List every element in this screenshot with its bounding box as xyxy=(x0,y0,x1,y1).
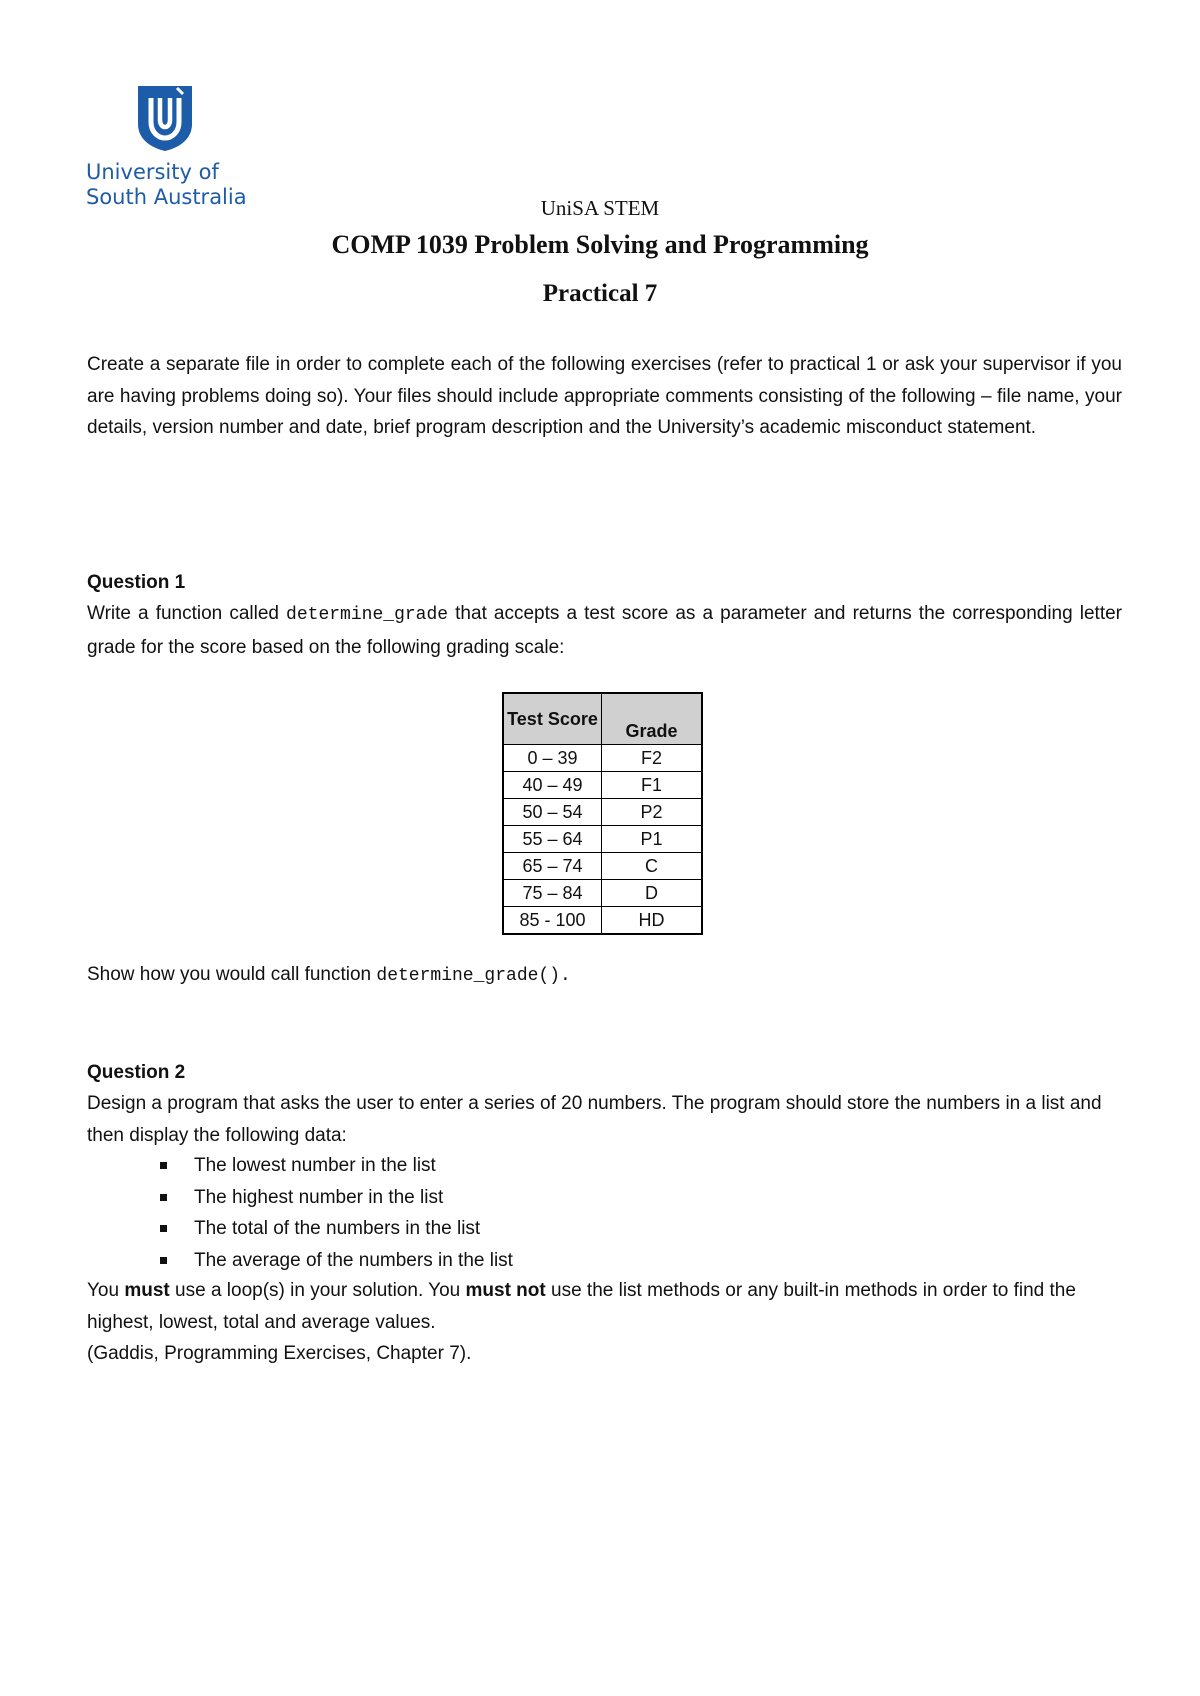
score-range: 40 – 49 xyxy=(503,772,602,799)
score-range: 0 – 39 xyxy=(503,745,602,772)
header-grade: Grade xyxy=(602,693,703,745)
list-item xyxy=(160,1213,513,1245)
question-2-heading: Question 2 xyxy=(87,1062,186,1083)
list-item-text: The lowest number in the list xyxy=(194,1155,436,1176)
grade-value: C xyxy=(602,853,703,880)
grade-value: P2 xyxy=(602,799,703,826)
university-logo xyxy=(86,84,261,210)
table-row xyxy=(503,745,702,772)
list-item xyxy=(160,1245,513,1277)
grade-value: HD xyxy=(602,907,703,935)
bullet-square-icon xyxy=(160,1257,167,1264)
course-title: COMP 1039 Problem Solving and Programming xyxy=(331,230,869,259)
grade-value: D xyxy=(602,880,703,907)
score-range: 50 – 54 xyxy=(503,799,602,826)
table-row xyxy=(503,880,702,907)
score-range: 85 - 100 xyxy=(503,907,602,935)
question-1-text-before: Write a function called xyxy=(87,603,287,624)
list-item xyxy=(160,1182,513,1214)
requirements-list xyxy=(160,1150,513,1276)
practical-title: Practical 7 xyxy=(542,280,658,307)
university-shield-icon xyxy=(136,84,194,152)
logo-text-line1: University of xyxy=(86,160,219,184)
grade-value: F2 xyxy=(602,745,703,772)
call-code: determine_grade(). xyxy=(376,966,571,986)
score-range: 75 – 84 xyxy=(503,880,602,907)
req-must: must xyxy=(124,1280,170,1301)
list-item-text: The highest number in the list xyxy=(194,1186,444,1208)
table-row xyxy=(503,772,702,799)
list-item-text: The average of the numbers in the list xyxy=(194,1249,513,1271)
citation: (Gaddis, Programming Exercises, Chapter 7). xyxy=(87,1343,472,1364)
req-text-2: use a loop(s) in your solution. You xyxy=(169,1280,466,1301)
list-item-text: The total of the numbers in the list xyxy=(194,1218,481,1239)
score-range: 65 – 74 xyxy=(503,853,602,880)
req-text-3: use the list methods or any built-in methods in order to find the highest, lowest, total and average values. xyxy=(87,1280,1076,1333)
question-1-text-after: that accepts a test score as a parameter and returns the corresponding letter grade for the score based on the following grading scale: xyxy=(87,603,1122,658)
table-row xyxy=(503,799,702,826)
call-instruction xyxy=(87,964,571,986)
table-row xyxy=(503,853,702,880)
grade-value: F1 xyxy=(602,772,703,799)
function-name-code: determine_grade xyxy=(286,605,449,625)
table-row xyxy=(503,907,702,935)
bullet-square-icon xyxy=(160,1162,167,1169)
grade-value: P1 xyxy=(602,826,703,853)
question-1-text xyxy=(87,598,1122,663)
question-2-text: Design a program that asks the user to enter a series of 20 numbers. The program should store the numbers in a list and then display the following data: xyxy=(87,1093,1102,1146)
header-test-score: Test Score xyxy=(503,693,602,745)
org-name: UniSA STEM xyxy=(540,196,660,220)
intro-paragraph: Create a separate file in order to complete each of the following exercises (refer to practical 1 or ask your supervisor if you are having problems doing so). Your files should include appropriate comments consisting of the following – file name, your details, version number and date, brief program description and the University’s academic misconduct statement. xyxy=(87,354,1122,438)
call-text: Show how you would call function xyxy=(87,964,377,985)
question-1-heading: Question 1 xyxy=(87,572,186,593)
score-range: 55 – 64 xyxy=(503,826,602,853)
bullet-square-icon xyxy=(160,1194,167,1201)
bullet-square-icon xyxy=(160,1225,167,1232)
list-item xyxy=(160,1150,513,1182)
req-text-1: You xyxy=(87,1280,125,1301)
logo-text-line2: South Australia xyxy=(86,185,247,209)
grade-table xyxy=(502,692,703,935)
grade-table-header-row xyxy=(503,693,702,745)
req-must-not: must not xyxy=(465,1280,546,1301)
table-row xyxy=(503,826,702,853)
question-2-requirements xyxy=(87,1275,1122,1370)
